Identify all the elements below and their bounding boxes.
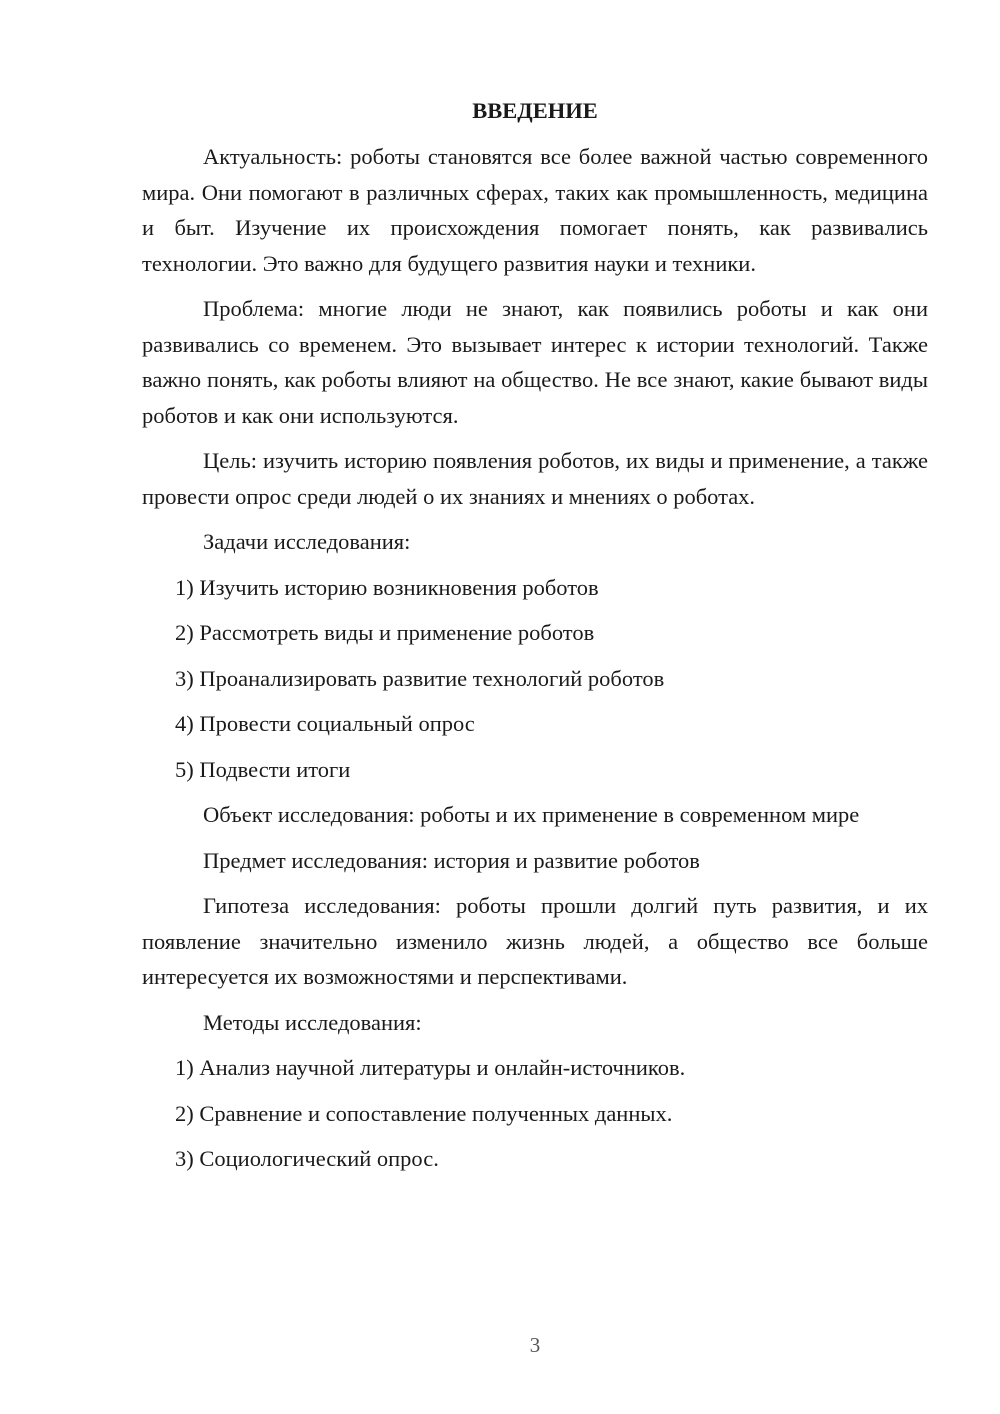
task-item: 5) Подвести итоги <box>175 756 351 782</box>
page-number: 3 <box>529 1333 541 1357</box>
relevance-paragraph: Актуальность: роботы становятся все более важной частью современного мира. Они помогают в различных сферах, таких как промышленность, медицина и быт. Изучение их происхождения помогает понять, как развивались технологии. Это важно для будущего развития науки и техники. <box>142 144 928 276</box>
object-paragraph: Объект исследования: роботы и их применение в современном мире <box>203 802 860 827</box>
hypothesis-paragraph: Гипотеза исследования: роботы прошли долгий путь развития, и их появление значительно изменило жизнь людей, а общество все больше интересуется их возможностями и перспективами. <box>142 893 928 989</box>
subject-paragraph: Предмет исследования: история и развитие роботов <box>203 847 700 873</box>
method-item: 3) Социологический опрос. <box>175 1146 439 1171</box>
task-item: 4) Провести социальный опрос <box>175 711 475 736</box>
method-item: 1) Анализ научной литературы и онлайн-источников. <box>175 1055 686 1080</box>
task-item: 1) Изучить историю возникновения роботов <box>175 574 599 600</box>
tasks-label: Задачи исследования: <box>203 529 411 554</box>
goal-paragraph: Цель: изучить историю появления роботов, их виды и применение, а также провести опрос среди людей о их знаниях и мнениях о роботах. <box>142 448 928 509</box>
task-item: 2) Рассмотреть виды и применение роботов <box>175 620 595 645</box>
page-content <box>142 93 928 1187</box>
method-item: 2) Сравнение и сопоставление полученных данных. <box>175 1100 673 1126</box>
problem-paragraph: Проблема: многие люди не знают, как появились роботы и как они развивались со временем. Это вызывает интерес к истории технологий. Также важно понять, как роботы влияют на общество. Не все знают, какие бывают виды роботов и как они используются. <box>142 296 928 428</box>
section-heading: ВВЕДЕНИЕ <box>472 98 598 123</box>
methods-label: Методы исследования: <box>203 1009 422 1035</box>
task-item: 3) Проанализировать развитие технологий роботов <box>175 665 665 691</box>
